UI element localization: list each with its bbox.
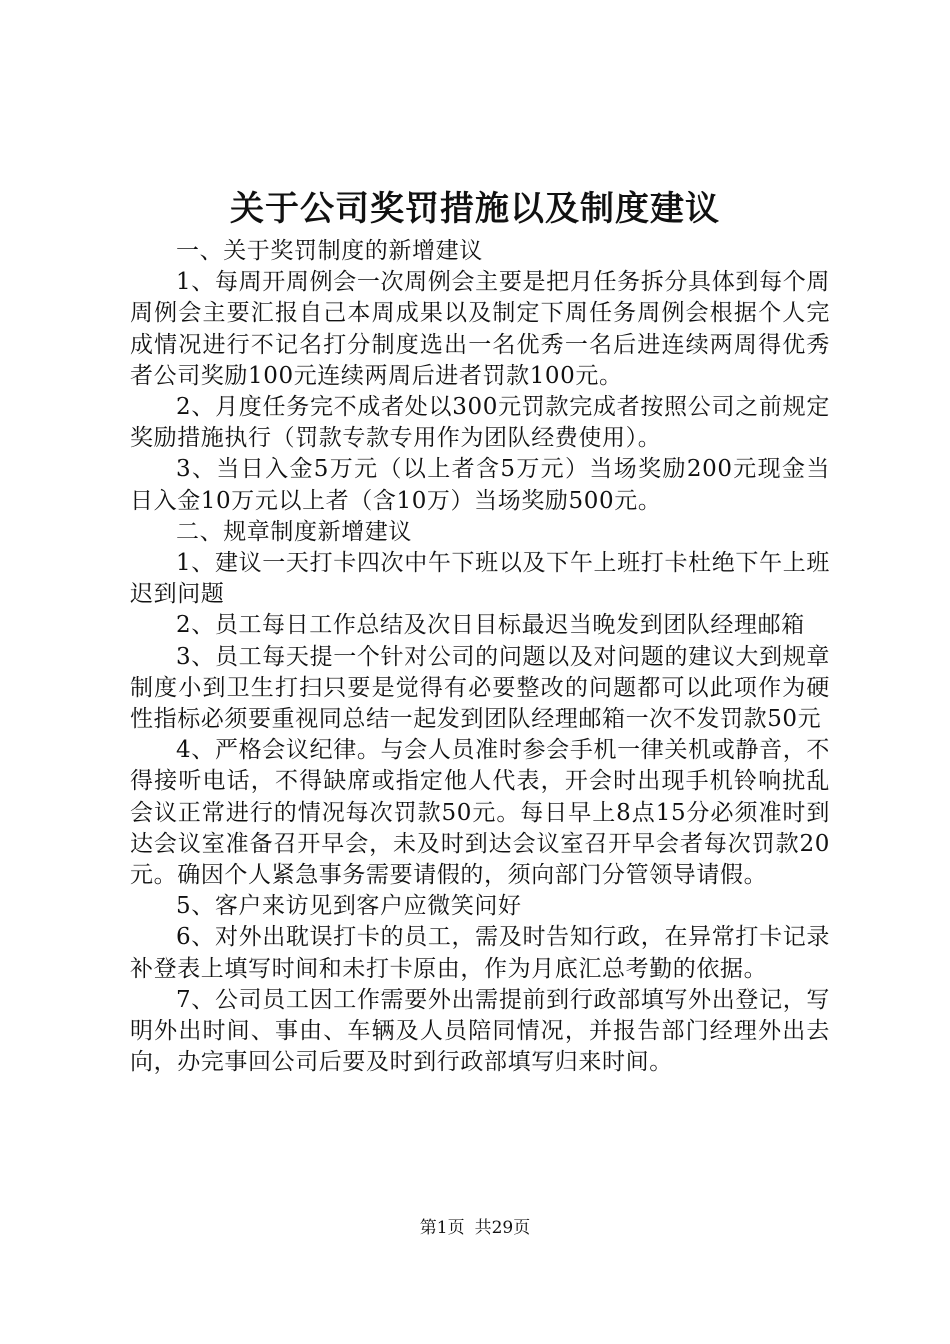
paragraph-3: 3、当日入金5万元（以上者含5万元）当场奖励200元现金当日入金10万元以上者（含10万）当场奖励500元。	[130, 456, 830, 514]
section-heading-2: 二、规章制度新增建议	[176, 518, 412, 545]
paragraph-1: 1、每周开周例会一次周例会主要是把月任务拆分具体到每个周周例会主要汇报自己本周成果以及制定下周任务周例会根据个人完成情况进行不记名打分制度选出一名优秀一名后进连续两周得优秀者公司奖励100元连续两周后进者罚款100元。	[130, 269, 830, 389]
paragraph-4: 1、建议一天打卡四次中午下班以及下午上班打卡杜绝下午上班迟到问题	[130, 550, 830, 608]
paragraph-9: 6、对外出耽误打卡的员工，需及时告知行政，在异常打卡记录补登表上填写时间和未打卡原由，作为月底汇总考勤的依据。	[130, 924, 830, 982]
paragraph-8: 5、客户来访见到客户应微笑问好	[176, 893, 522, 920]
page-total: 共29页	[474, 1218, 531, 1238]
page-footer	[0, 1216, 950, 1240]
paragraph-6: 3、员工每天提一个针对公司的问题以及对问题的建议大到规章制度小到卫生打扫只要是觉得有必要整改的问题都可以此项作为硬性指标必须要重视同总结一起发到团队经理邮箱一次不发罚款50元	[130, 643, 830, 733]
paragraph-2: 2、月度任务完不成者处以300元罚款完成者按照公司之前规定奖励措施执行（罚款专款专用作为团队经费使用）。	[130, 394, 830, 452]
paragraph-10: 7、公司员工因工作需要外出需提前到行政部填写外出登记，写明外出时间、事由、车辆及人员陪同情况，并报告部门经理外出去向，办完事回公司后要及时到行政部填写归来时间。	[130, 986, 830, 1076]
page-number: 第1页	[419, 1218, 465, 1238]
document-title: 关于公司奖罚措施以及制度建议	[230, 189, 720, 229]
paragraph-7: 4、严格会议纪律。与会人员准时参会手机一律关机或静音，不得接听电话，不得缺席或指定他人代表，开会时出现手机铃响扰乱会议正常进行的情况每次罚款50元。每日早上8点15分必须准时到达会议室准备召开早会，未及时到达会议室召开早会者每次罚款20元。确因个人紧急事务需要请假的，须向部门分管领导请假。	[130, 737, 830, 889]
paragraph-5: 2、员工每日工作总结及次日目标最迟当晚发到团队经理邮箱	[176, 612, 805, 639]
document-body	[130, 236, 830, 1078]
section-heading-1: 一、关于奖罚制度的新增建议	[176, 238, 483, 264]
